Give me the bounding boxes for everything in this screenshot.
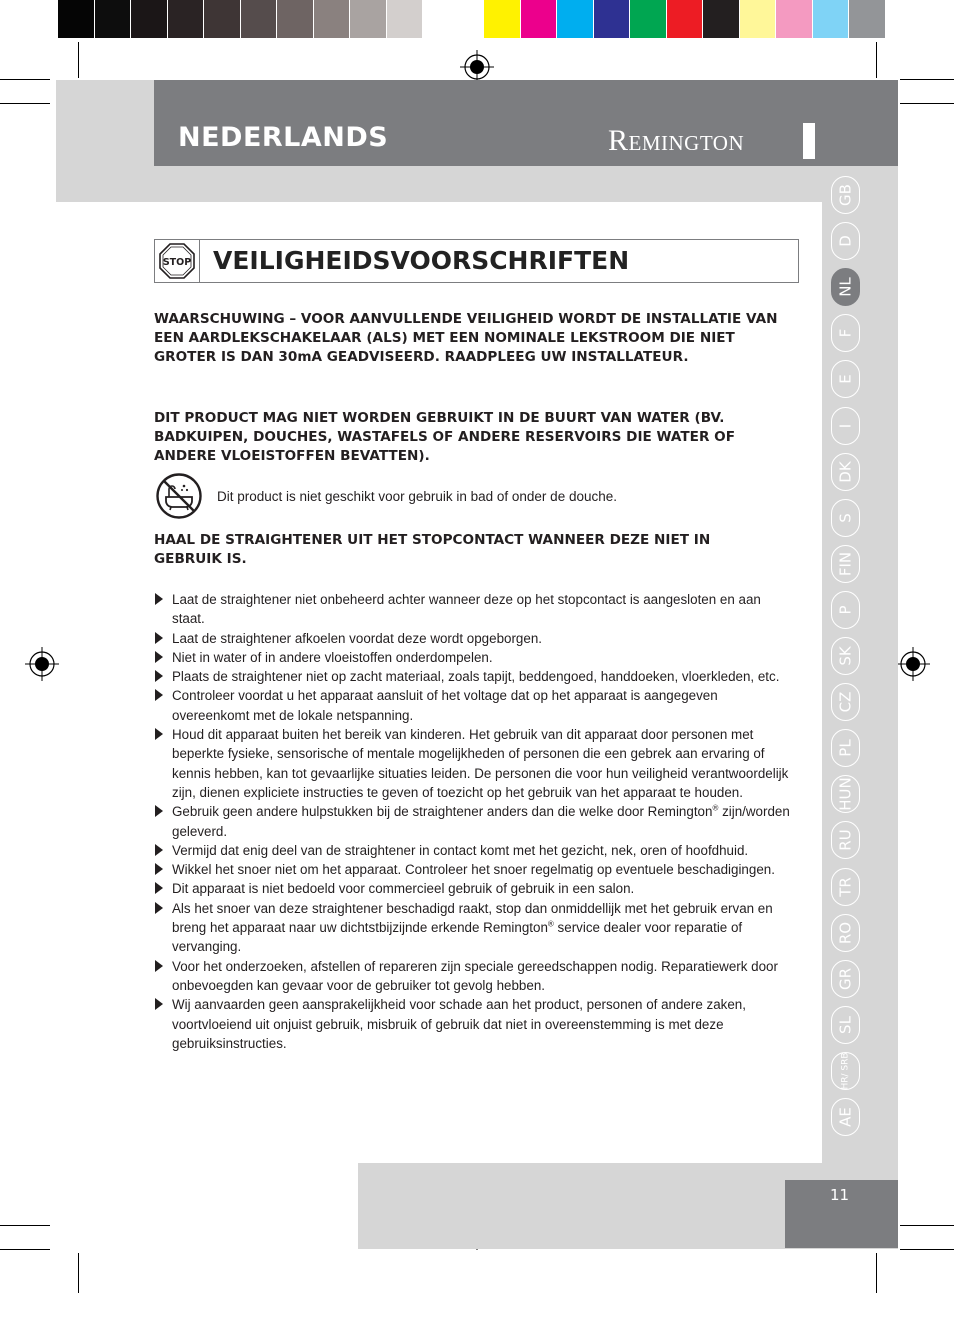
language-tab-dk[interactable] xyxy=(831,453,860,491)
color-swatch xyxy=(241,0,277,38)
language-tab-label: I xyxy=(836,423,854,428)
list-item: Dit apparaat is niet bedoeld voor commercieel gebruik of gebruik in een salon. xyxy=(154,879,794,898)
language-tab-e[interactable] xyxy=(831,360,860,398)
color-swatch xyxy=(630,0,666,38)
language-tab-sl[interactable] xyxy=(831,1006,860,1044)
list-item: Als het snoer van deze straightener beschadigd raakt, stop dan onmiddellijk met het gebruik ervan en breng het apparaat naar uw dichtstbijzijnde erkende Remington® service dealer voor reparatie of vervanging. xyxy=(154,899,794,957)
color-swatch xyxy=(131,0,167,38)
language-tab-nl[interactable] xyxy=(831,268,860,306)
language-tab-cz[interactable] xyxy=(831,683,860,721)
brand-logo: Remington xyxy=(608,124,745,157)
color-swatch xyxy=(813,0,849,38)
color-swatch xyxy=(277,0,313,38)
crop-mark xyxy=(876,1253,877,1293)
registration-mark-icon xyxy=(460,50,494,84)
registration-mark-icon xyxy=(25,647,59,681)
section-divider xyxy=(199,240,200,282)
crop-mark xyxy=(900,1249,954,1250)
language-tab-label: TR xyxy=(836,876,854,897)
color-swatch xyxy=(314,0,350,38)
rcd-warning: WAARSCHUWING – VOOR AANVULLENDE VEILIGHEID WORDT DE INSTALLATIE VAN EEN AARDLEKSCHAKELAAR (ALS) MET EEN NOMINALE LEKSTROOM DIE NIET GROTER IS DAN 30mA GEADVISEERD. RAADPLEEG UW INSTALLATEUR. xyxy=(154,311,778,365)
language-tab-p[interactable] xyxy=(831,591,860,629)
list-item: Gebruik geen andere hulpstukken bij de straightener anders dan die welke door Remington® zijn/worden geleverd. xyxy=(154,802,794,841)
language-tab-gb[interactable] xyxy=(831,176,860,214)
page-frame xyxy=(56,166,898,202)
stop-sign-label: STOP xyxy=(162,257,192,268)
language-tab-label: NL xyxy=(836,277,854,297)
language-tab-label: RO xyxy=(836,921,854,944)
language-tab-label: SK xyxy=(836,646,854,666)
color-swatch xyxy=(521,0,557,38)
color-swatch xyxy=(849,0,885,38)
language-tab-gr[interactable] xyxy=(831,960,860,998)
color-swatch xyxy=(350,0,386,38)
color-swatch xyxy=(557,0,593,38)
page-title: NEDERLANDS xyxy=(178,122,389,153)
list-item: Vermijd dat enig deel van de straightener in contact komt met het gezicht, nek, oren of hoofdhuid. xyxy=(154,841,794,860)
language-tab-ro[interactable] xyxy=(831,914,860,952)
color-swatch xyxy=(740,0,776,38)
list-item: Laat de straightener afkoelen voordat deze wordt opgeborgen. xyxy=(154,629,794,648)
language-tab-label: PL xyxy=(836,739,854,757)
crop-mark xyxy=(0,1225,50,1226)
color-swatch xyxy=(387,0,423,38)
crop-mark xyxy=(900,103,954,104)
crop-mark xyxy=(900,1225,954,1226)
language-tab-fin[interactable] xyxy=(831,545,860,583)
color-swatch xyxy=(423,0,459,38)
language-tab-tr[interactable] xyxy=(831,868,860,906)
stop-sign-icon xyxy=(158,242,196,280)
list-item: Houd dit apparaat buiten het bereik van kinderen. Het gebruik van dit apparaat door personen met beperkte fysieke, sensorische of mentale mogelijkheden of personen die een gebrek aan ervaring of kennis hebben, kan tot gevaarlijke situaties leiden. De personen die voor hun veiligheid verantwoordelijk zijn, dienen expliciete instructies te geven of toezicht op het gebruik van het apparaat te houden. xyxy=(154,725,794,802)
crop-mark xyxy=(78,1253,79,1293)
crop-mark xyxy=(900,79,954,80)
language-tab-s[interactable] xyxy=(831,499,860,537)
color-swatch xyxy=(667,0,703,38)
language-tab-label: F xyxy=(836,328,854,338)
color-swatch xyxy=(58,0,94,38)
registration-mark-icon xyxy=(896,647,930,681)
language-tab-label: HUN xyxy=(836,777,854,812)
language-tab-label: D xyxy=(836,235,854,247)
language-tab-label: GB xyxy=(836,184,854,206)
water-warning: DIT PRODUCT MAG NIET WORDEN GEBRUIKT IN DE BUURT VAN WATER (BV. BADKUIPEN, DOUCHES, WASTAFELS OF ANDERE RESERVOIRS DIE WATER OF ANDERE VLOEISTOFFEN BEVATTEN). xyxy=(154,410,735,464)
language-tab-label: FIN xyxy=(836,551,854,576)
color-swatch xyxy=(703,0,739,38)
color-swatch xyxy=(484,0,520,38)
list-item: Laat de straightener niet onbeheerd achter wanneer deze op het stopcontact is aangesloten en aan staat. xyxy=(154,590,794,629)
list-item: Wij aanvaarden geen aansprakelijkheid voor schade aan het product, personen of andere zaken, voortvloeiend uit onjuist gebruik, misbruik of gebruik dat niet in overeenstemming is met deze gebruiksinstructies. xyxy=(154,995,794,1053)
language-tab-d[interactable] xyxy=(831,222,860,260)
safety-instructions-list xyxy=(154,590,794,1053)
language-tab-ru[interactable] xyxy=(831,821,860,859)
language-tab-label: GR xyxy=(836,967,854,990)
list-item: Wikkel het snoer niet om het apparaat. Controleer het snoer regelmatig op eventuele beschadigingen. xyxy=(154,860,794,879)
language-tab-label: AE xyxy=(836,1107,854,1127)
color-swatch xyxy=(204,0,240,38)
language-tab-ae[interactable] xyxy=(831,1098,860,1136)
language-tab-sk[interactable] xyxy=(831,637,860,675)
language-tab-label: SL xyxy=(836,1015,854,1034)
language-tab-pl[interactable] xyxy=(831,729,860,767)
language-tab-f[interactable] xyxy=(831,314,860,352)
section-title: VEILIGHEIDSVOORSCHRIFTEN xyxy=(213,246,630,275)
language-tab-label: RU xyxy=(836,829,854,852)
list-item: Niet in water of in andere vloeistoffen onderdompelen. xyxy=(154,648,794,667)
crop-mark xyxy=(0,103,50,104)
no-bath-icon xyxy=(155,472,203,520)
language-tab-label: DK xyxy=(836,460,854,483)
bath-note: Dit product is niet geschikt voor gebruik in bad of onder de douche. xyxy=(217,489,617,504)
crop-mark xyxy=(78,42,79,78)
language-tab-label: S xyxy=(836,512,854,523)
language-tab-label: E xyxy=(836,374,854,385)
list-item: Controleer voordat u het apparaat aansluit of het voltage dat op het apparaat is aangegeven overeenkomt met de lokale netspanning. xyxy=(154,686,794,725)
list-item: Plaats de straightener niet op zacht materiaal, zoals tapijt, beddengoed, handdoeken, vloerkleden, etc. xyxy=(154,667,794,686)
language-tab-label: P xyxy=(836,605,854,615)
language-tab-hun[interactable] xyxy=(831,775,860,813)
crop-mark xyxy=(876,42,877,78)
color-swatch xyxy=(95,0,131,38)
language-tab-i[interactable] xyxy=(831,407,860,445)
color-swatch xyxy=(168,0,204,38)
language-tab-label: CZ xyxy=(836,691,854,713)
crop-mark xyxy=(0,1249,50,1250)
page-number: 11 xyxy=(830,1186,850,1204)
list-item: Voor het onderzoeken, afstellen of repareren zijn speciale gereedschappen nodig. Reparatiewerk door onbevoegden kan gevaar voor de gebruiker tot gevolg hebben. xyxy=(154,957,794,996)
color-swatch xyxy=(776,0,812,38)
unplug-warning: HAAL DE STRAIGHTENER UIT HET STOPCONTACT WANNEER DEZE NIET IN GEBRUIK IS. xyxy=(154,532,711,567)
brand-logo-bar xyxy=(803,123,815,159)
language-tab-hrsrb[interactable] xyxy=(831,1052,860,1090)
crop-mark xyxy=(0,79,50,80)
color-swatch xyxy=(594,0,630,38)
language-tab-label: HR/ SRB xyxy=(840,1052,850,1090)
print-color-bar xyxy=(56,0,896,38)
